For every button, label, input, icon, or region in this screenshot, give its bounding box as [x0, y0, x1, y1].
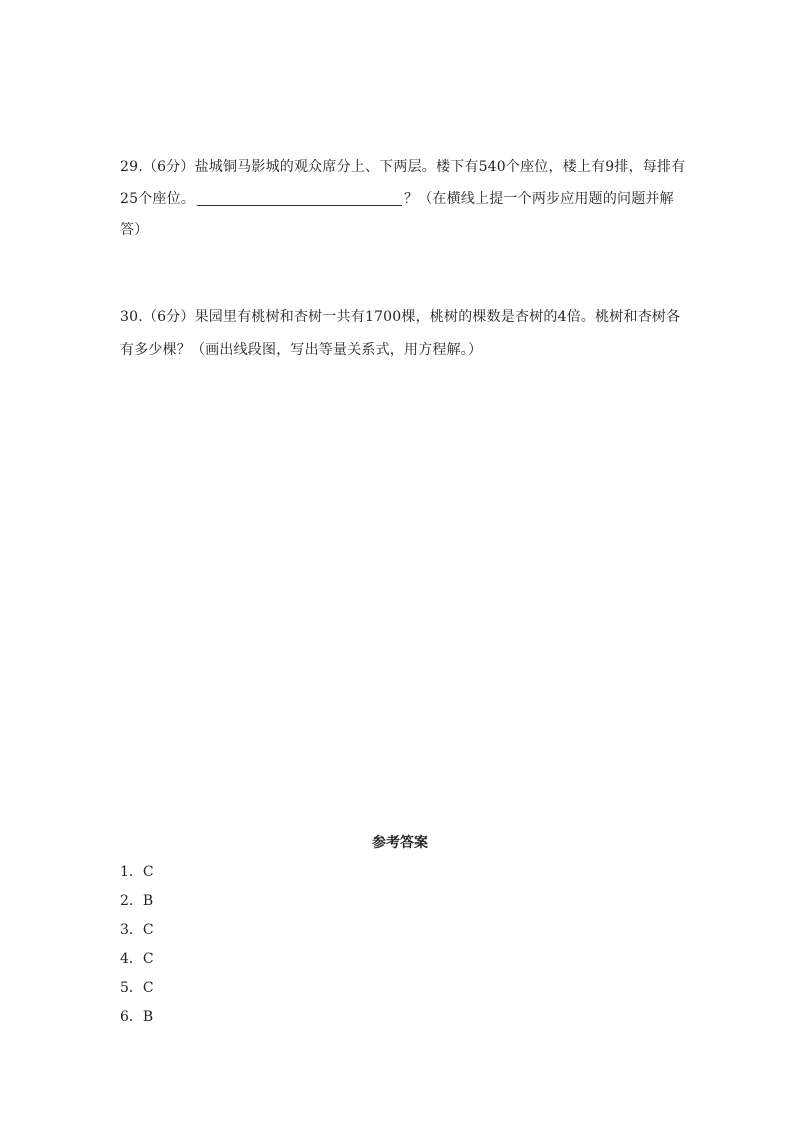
question-30-line-2: 有多少棵？（画出线段图，写出等量关系式，用方程解。）	[120, 342, 483, 358]
question-30-line-1: 30.（6分）果园里有桃树和杏树一共有1700棵，桃树的棵数是杏树的4倍。桃树和杏树各	[120, 309, 681, 325]
answers-section-title: 参考答案	[372, 835, 428, 851]
answer-item: 1．C	[120, 864, 154, 880]
question-29-line-1: 29.（6分）盐城铜马影城的观众席分上、下两层。楼下有540个座位，楼上有9排，每排有	[120, 159, 686, 175]
answer-item: 3．C	[120, 922, 154, 938]
answer-item: 2．B	[120, 893, 154, 909]
answer-item: 6．B	[120, 1009, 154, 1025]
question-29-line-2-text: 25个座位。	[120, 191, 196, 207]
answer-item: 4．C	[120, 951, 154, 967]
question-29-line-2-suffix: ？（在横线上提一个两步应用题的问题并解	[404, 191, 674, 207]
question-29-line-3: 答）	[120, 222, 149, 238]
answer-blank-line[interactable]	[197, 191, 402, 206]
answer-item: 5．C	[120, 980, 154, 996]
question-29-line-2	[120, 189, 674, 209]
